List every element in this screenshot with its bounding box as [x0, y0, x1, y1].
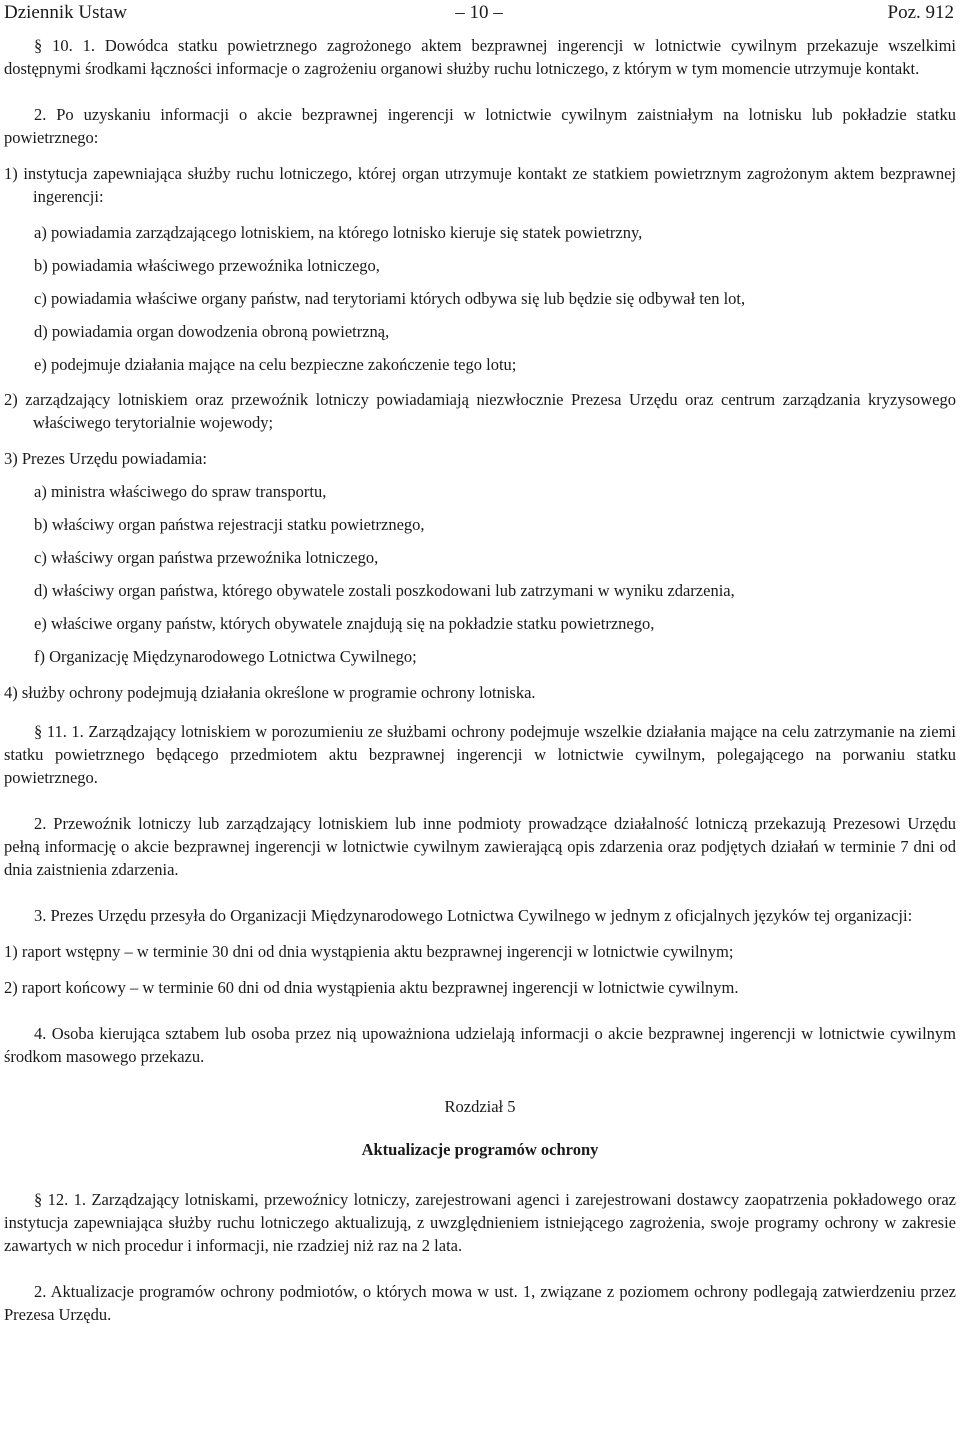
- sub-item: f) Organizację Międzynarodowego Lotnictwa Cywilnego;: [34, 647, 417, 666]
- paragraph-10-2: 2. Po uzyskaniu informacji o akcie bezprawnej ingerencji w lotnictwie cywilnym zaistniałym na lotnisku lub pokładzie statku powietrznego:: [4, 105, 956, 147]
- chapter-title: Aktualizacje programów ochrony: [361, 1140, 599, 1159]
- list-item: 1) raport wstępny – w terminie 30 dni od dnia wystąpienia aktu bezprawnej ingerencji w lotnictwie cywilnym;: [4, 942, 734, 961]
- sub-item: a) ministra właściwego do spraw transportu,: [34, 482, 327, 501]
- list-item: 3) Prezes Urzędu powiadamia:: [4, 449, 207, 468]
- list-item: 1) instytucja zapewniająca służby ruchu lotniczego, której organ utrzymuje kontakt ze statkiem powietrznym zagrożonym aktem bezprawnej ingerencji:: [4, 164, 956, 206]
- list-item: 4) służby ochrony podejmują działania określone w programie ochrony lotniska.: [4, 683, 536, 702]
- page-number: – 10 –: [455, 2, 503, 23]
- paragraph-11-4: 4. Osoba kierująca sztabem lub osoba przez nią upoważniona udzielają informacji o akcie bezprawnej ingerencji w lotnictwie cywilnym środkom masowego przekazu.: [4, 1024, 956, 1066]
- list-item: 2) zarządzający lotniskiem oraz przewoźnik lotniczy powiadamiają niezwłocznie Prezesa Urzędu oraz centrum zarządzania kryzysowego właściwego terytorialnie wojewody;: [4, 390, 956, 432]
- chapter-number: Rozdział 5: [444, 1097, 516, 1116]
- sub-item: c) powiadamia właściwe organy państw, nad terytoriami których odbywa się lub będzie się odbywał ten lot,: [34, 289, 746, 308]
- document-body: [4, 34, 956, 1326]
- paragraph-12-1: § 12. 1. Zarządzający lotniskami, przewoźnicy lotniczy, zarejestrowani agenci i zarejestrowani dostawcy zaopatrzenia pokładowego oraz instytucja zapewniająca służby ruchu lotniczego aktualizują, z uwzględnieniem istniejącego zagrożenia, swoje programy ochrony w zakresie zawartych w nich procedur i informacji, nie rzadziej niż raz na 2 lata.: [4, 1190, 956, 1255]
- paragraph-11-2: 2. Przewoźnik lotniczy lub zarządzający lotniskiem lub inne podmioty prowadzące działalność lotniczą przekazują Prezesowi Urzędu pełną informację o akcie bezprawnej ingerencji w lotnictwie cywilnym zawierającą opis zdarzenia oraz podjętych działań w terminie 7 dni od dnia zaistnienia zdarzenia.: [4, 814, 956, 879]
- sub-item: b) właściwy organ państwa rejestracji statku powietrznego,: [34, 515, 425, 534]
- paragraph-12-2: 2. Aktualizacje programów ochrony podmiotów, o których mowa w ust. 1, związane z poziomem ochrony podlegają zatwierdzeniu przez Prezesa Urzędu.: [4, 1282, 956, 1324]
- list-item: 2) raport końcowy – w terminie 60 dni od dnia wystąpienia aktu bezprawnej ingerencji w lotnictwie cywilnym.: [4, 978, 739, 997]
- sub-item: d) powiadamia organ dowodzenia obroną powietrzną,: [34, 322, 390, 341]
- sub-item: e) właściwe organy państw, których obywatele znajdują się na pokładzie statku powietrznego,: [34, 614, 655, 633]
- paragraph-11-3: 3. Prezes Urzędu przesyła do Organizacji Międzynarodowego Lotnictwa Cywilnego w jednym z oficjalnych języków tej organizacji:: [34, 906, 913, 925]
- sub-item: c) właściwy organ państwa przewoźnika lotniczego,: [34, 548, 379, 567]
- sub-item: b) powiadamia właściwego przewoźnika lotniczego,: [34, 256, 380, 275]
- sub-item: e) podejmuje działania mające na celu bezpieczne zakończenie tego lotu;: [34, 355, 517, 374]
- paragraph-11-1: § 11. 1. Zarządzający lotniskiem w porozumieniu ze służbami ochrony podejmuje wszelkie działania mające na celu zatrzymanie na ziemi statku powietrznego będącego przedmiotem aktu bezprawnej ingerencji w lotnictwie cywilnym, polegającego na porwaniu statku powietrznego.: [4, 722, 956, 787]
- paragraph-10-1: § 10. 1. Dowódca statku powietrznego zagrożonego aktem bezprawnej ingerencji w lotnictwie cywilnym przekazuje wszelkimi dostępnymi środkami łączności informacje o zagrożeniu organowi służby ruchu lotniczego, z którym w tym momencie utrzymuje kontakt.: [4, 36, 956, 78]
- sub-item: d) właściwy organ państwa, którego obywatele zostali poszkodowani lub zatrzymani w wyniku zdarzenia,: [34, 581, 735, 600]
- page-header: [4, 0, 954, 26]
- journal-title: Dziennik Ustaw: [4, 2, 127, 23]
- position-number: Poz. 912: [887, 2, 954, 23]
- sub-item: a) powiadamia zarządzającego lotniskiem, na którego lotnisko kieruje się statek powietrzny,: [34, 223, 643, 242]
